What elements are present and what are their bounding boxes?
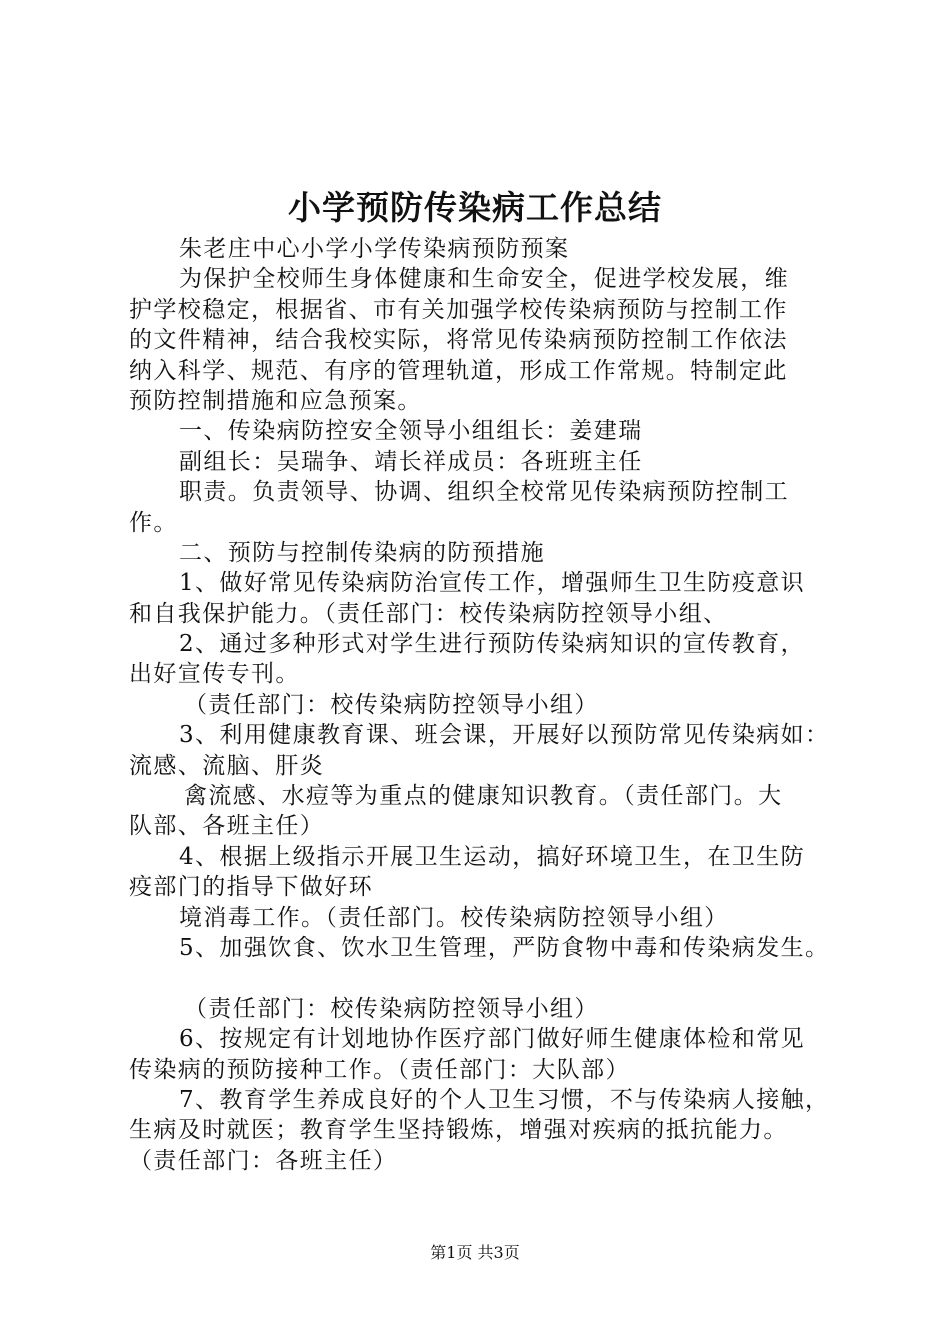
text-line: 作。 [129, 509, 178, 536]
text-line: 副组长：吴瑞争、靖长祥成员：各班班主任 [179, 448, 643, 475]
page-footer: 第1页 共3页 [430, 1243, 520, 1262]
text-line: 一、传染病防控安全领导小组组长：姜建瑞 [179, 418, 643, 445]
text-line: 6、按规定有计划地协作医疗部门做好师生健康体检和常见 [179, 1026, 806, 1053]
text-line: 5、加强饮食、饮水卫生管理，严防食物中毒和传染病发生。 [179, 934, 830, 961]
text-line: 预防控制措施和应急预案。 [129, 387, 422, 414]
text-line: 生病及时就医；教育学生坚持锻炼，增强对疾病的抵抗能力。 [129, 1117, 788, 1144]
text-line: 疫部门的指导下做好环 [129, 874, 373, 901]
text-line: 禽流感、水痘等为重点的健康知识教育。（责任部门。大 [184, 783, 783, 810]
text-line: （责任部门：校传染病防控领导小组） [184, 995, 599, 1022]
text-line: 7、教育学生养成良好的个人卫生习惯，不与传染病人接触， [179, 1086, 830, 1113]
text-line: 二、预防与控制传染病的防预措施 [179, 539, 545, 566]
document-title: 小学预防传染病工作总结 [288, 188, 662, 227]
text-line: 3、利用健康教育课、班会课，开展好以预防常见传染病如： [179, 722, 830, 749]
text-line: 为保护全校师生身体健康和生命安全，促进学校发展，维 [179, 266, 789, 293]
document-body [129, 234, 849, 1176]
text-line: 队部、各班主任） [129, 813, 325, 840]
text-line: 传染病的预防接种工作。（责任部门：大队部） [129, 1056, 630, 1083]
text-line: 朱老庄中心小学小学传染病预防预案 [179, 236, 570, 262]
text-line: 护学校稳定，根据省、市有关加强学校传染病预防与控制工作 [129, 296, 788, 323]
text-line: 和自我保护能力。（责任部门：校传染病防控领导小组、 [129, 600, 728, 627]
text-line: （责任部门：校传染病防控领导小组） [184, 691, 599, 718]
text-line: 2、通过多种形式对学生进行预防传染病知识的宣传教育， [179, 631, 806, 658]
text-line: 出好宣传专刊。 [129, 661, 300, 688]
text-line: 流感、流脑、肝炎 [129, 752, 325, 779]
text-line: 1、做好常见传染病防治宣传工作，增强师生卫生防疫意识 [179, 570, 806, 597]
text-line: 纳入科学、规范、有序的管理轨道，形成工作常规。特制定此 [129, 357, 788, 384]
text-line [129, 963, 849, 993]
text-line: 4、根据上级指示开展卫生运动，搞好环境卫生，在卫生防 [179, 843, 806, 870]
text-line: 的文件精神，结合我校实际，将常见传染病预防控制工作依法 [129, 327, 788, 354]
text-line: （责任部门：各班主任） [129, 1147, 398, 1174]
text-line: 境消毒工作。（责任部门。校传染病防控领导小组） [179, 904, 729, 931]
text-line: 职责。负责领导、协调、组织全校常见传染病预防控制工 [179, 479, 789, 506]
